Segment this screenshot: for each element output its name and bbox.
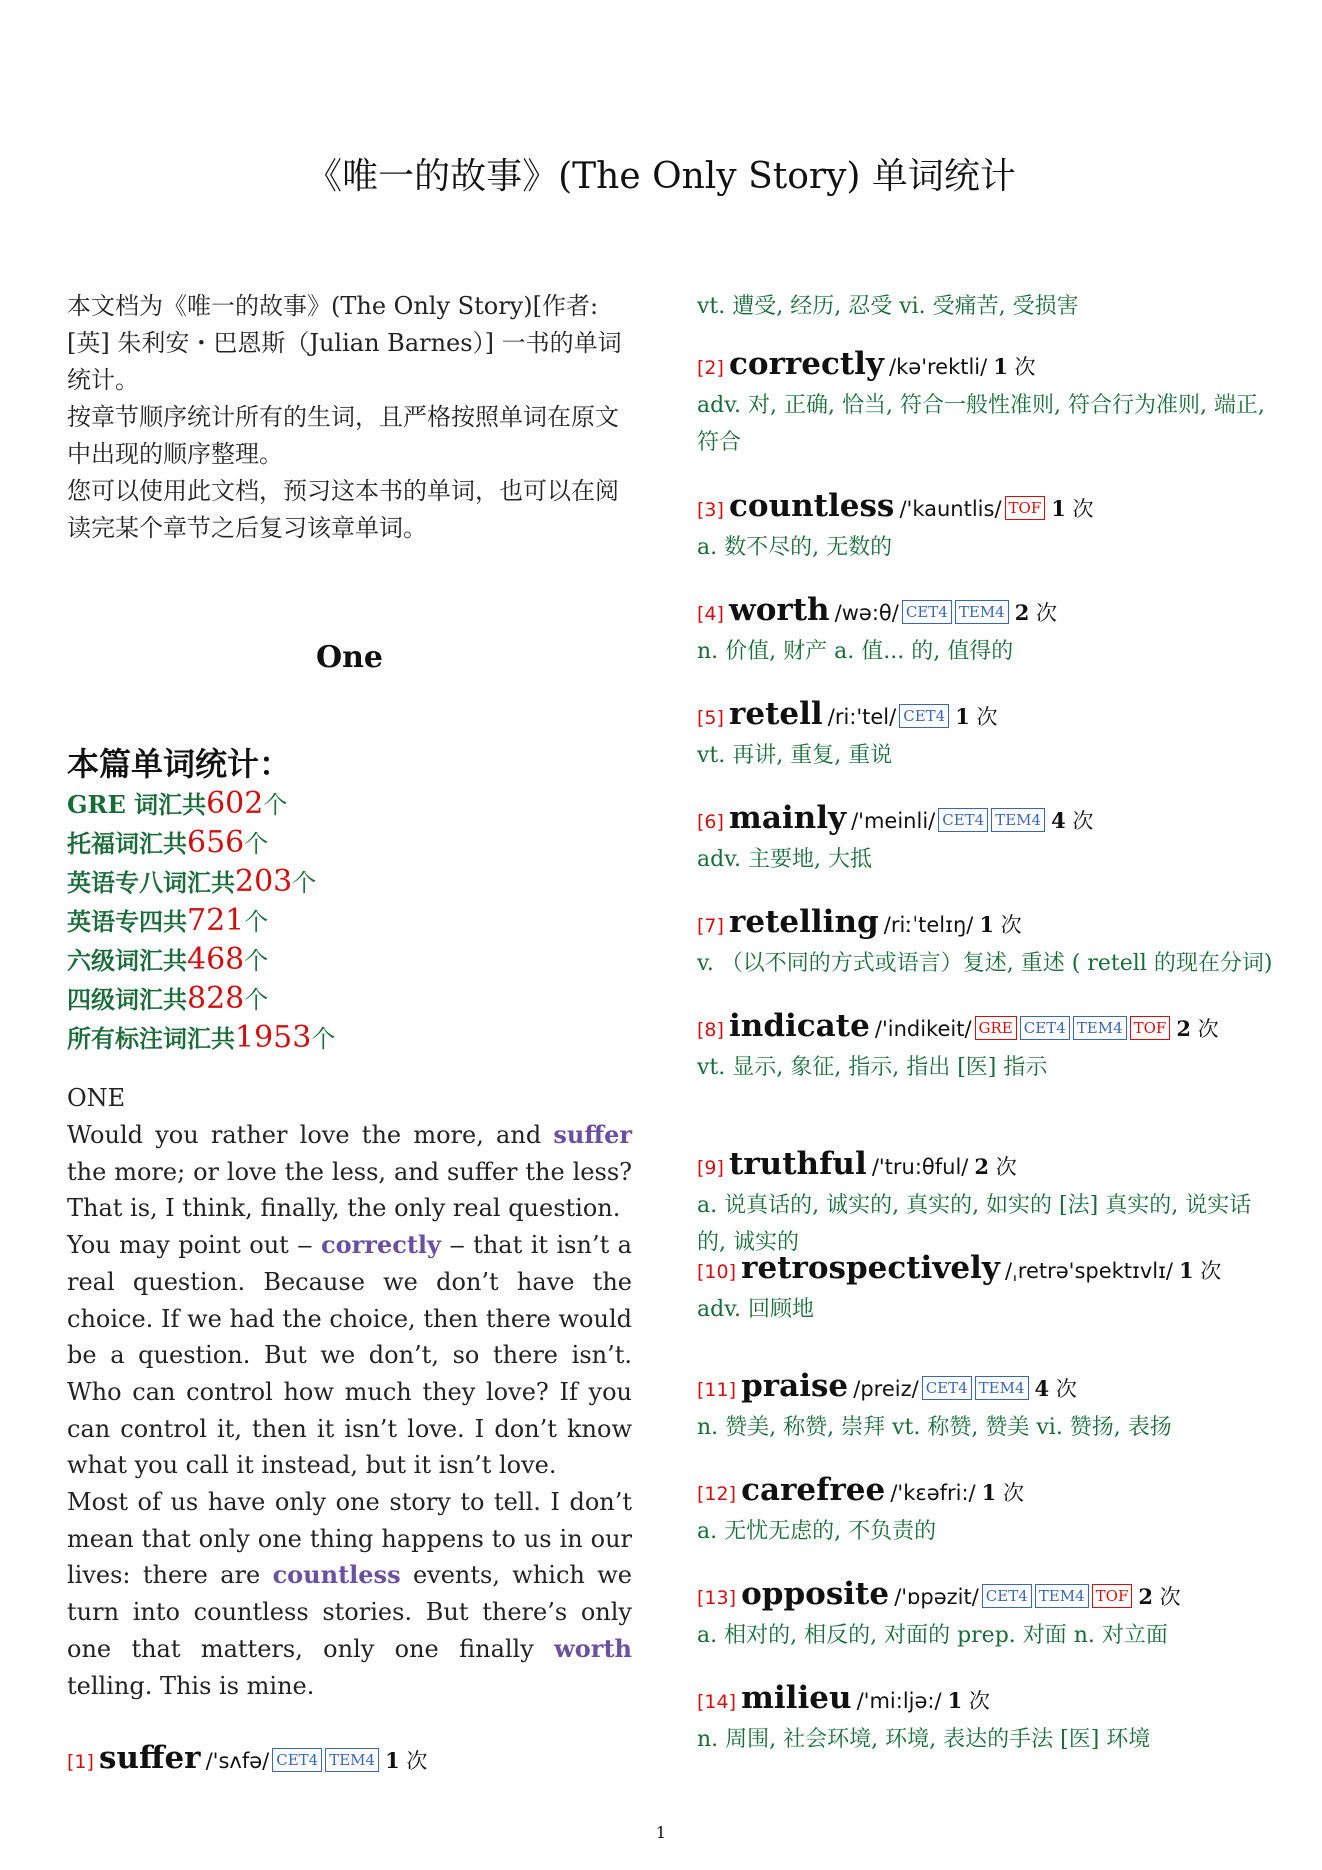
entry-word[interactable]: suffer [99, 1740, 201, 1776]
intro [67, 288, 632, 547]
entry-word[interactable]: opposite [741, 1576, 890, 1612]
entry-count: 1 次 [1051, 496, 1094, 521]
entry-phonetic: /'ɒpəzit/ [894, 1585, 979, 1609]
entry-index: [12] [697, 1483, 737, 1505]
entry-index: [11] [697, 1379, 737, 1401]
stats-unit: 个 [292, 869, 317, 897]
chapter-heading: One [315, 640, 384, 675]
story-paragraph: Most of us have only one story to tell. I don’t mean that only one thing happens to us in our lives: there are countless events, which we turn into countless stories. But there’s only one that matters, only one finally worth telling. This is mine. [67, 1488, 632, 1700]
entry-word[interactable]: retrospectively [741, 1250, 1000, 1286]
stats-unit: 个 [244, 986, 269, 1014]
stats-row [67, 785, 632, 824]
exam-tag: CET4 [982, 1584, 1032, 1608]
exam-tag: CET4 [1020, 1016, 1070, 1040]
entry-definition: v. （以不同的方式或语言）复述, 重述 ( retell 的现在分词) [697, 951, 1273, 976]
entry-index: [6] [697, 811, 724, 833]
entry-count: 1 次 [993, 354, 1036, 379]
entry-definition: a. 数不尽的, 无数的 [697, 535, 893, 560]
exam-tag: CET4 [938, 808, 988, 832]
entry-phonetic: /'kauntlis/ [899, 497, 1002, 521]
entry-word[interactable]: mainly [729, 800, 847, 836]
entry-count: 1 次 [1178, 1258, 1222, 1283]
entry-count: 1 次 [947, 1688, 990, 1713]
entry-count: 2 次 [1014, 600, 1057, 625]
entry-phonetic: /preiz/ [853, 1377, 919, 1401]
entry-word[interactable]: worth [729, 592, 830, 628]
entry-count: 2 次 [1138, 1584, 1181, 1609]
entry-index: [7] [697, 915, 724, 937]
exam-tag: TEM4 [991, 808, 1045, 832]
exam-tag: TOF [1005, 496, 1046, 520]
entry-word[interactable]: truthful [729, 1146, 867, 1182]
entry-definition: adv. 回顾地 [697, 1297, 815, 1322]
stats-row [67, 980, 632, 1019]
entry-count: 1 次 [385, 1748, 428, 1773]
stats-count: 203 [235, 864, 293, 899]
entry-index: [5] [697, 707, 724, 729]
entry-count: 2 次 [1176, 1016, 1219, 1041]
entry-definition: vt. 遭受, 经历, 忍受 vi. 受痛苦, 受损害 [697, 294, 1079, 319]
entry-phonetic: /'meinli/ [851, 809, 936, 833]
story-paragraph: You may point out ‒ correctly ‒ that it isn’t a real question. Because we don’t have the choice. If we had the choice, then there would be a question. But we don’t, so there isn’t. Who can control how much they love? If you can control it, then it isn’t love. I don’t know what you call it instead, but it isn’t love. [67, 1230, 632, 1480]
exam-tag: CET4 [272, 1748, 322, 1772]
stats-count: 656 [187, 825, 245, 860]
entry-phonetic: /'indikeit/ [874, 1017, 972, 1041]
entry-phonetic: /ri:'tel/ [827, 705, 897, 729]
exam-tag: CET4 [899, 704, 949, 728]
entry-count: 1 次 [979, 912, 1022, 937]
entry-index: [9] [697, 1157, 724, 1179]
entry-count: 4 次 [1051, 808, 1094, 833]
stats-label: 英语专八词汇共 [67, 868, 235, 897]
entry-definition: a. 说真话的, 诚实的, 真实的, 如实的 [法] 真实的, 说实话的, 诚实的 [697, 1193, 1252, 1255]
stats-count: 468 [187, 942, 245, 977]
intro-paragraph: 您可以使用此文档，预习这本书的单词，也可以在阅读完某个章节之后复习该章单词。 [67, 477, 619, 542]
exam-tag: TEM4 [955, 600, 1009, 624]
page-title: 《唯一的故事》(The Only Story) 单词统计 [306, 156, 1016, 197]
exam-tag: GRE [975, 1016, 1017, 1040]
stats-row [67, 863, 632, 902]
entry-definition: n. 价值, 财产 a. 值... 的, 值得的 [697, 639, 1014, 664]
stats-count: 721 [187, 903, 245, 938]
exam-tag: CET4 [922, 1376, 972, 1400]
entry-index: [13] [697, 1587, 737, 1609]
stats-count: 602 [206, 786, 264, 821]
entry-index: [14] [697, 1691, 737, 1713]
entry-definition: n. 周围, 社会环境, 环境, 表达的手法 [医] 环境 [697, 1727, 1151, 1752]
vocab-entry [697, 1472, 1024, 1550]
entry-definition: a. 无忧无虑的, 不负责的 [697, 1519, 937, 1544]
entry-phonetic: /'tru:θful/ [871, 1155, 969, 1179]
stats-unit: 个 [244, 830, 269, 858]
entry-word[interactable]: praise [741, 1368, 849, 1404]
entry-phonetic: /'sʌfə/ [205, 1749, 270, 1773]
entry-phonetic: /riːˈtelɪŋ/ [883, 913, 974, 937]
entry-definition: vt. 再讲, 重复, 重说 [697, 743, 893, 768]
entry-word[interactable]: retell [729, 696, 823, 732]
highlighted-word[interactable]: suffer [553, 1120, 632, 1149]
story-chapter-head: ONE [67, 1084, 126, 1112]
vocab-entry [697, 592, 1057, 670]
stats-row [67, 941, 632, 980]
stats-row [67, 824, 632, 863]
word-stats [67, 743, 632, 1058]
exam-tag: TEM4 [325, 1748, 379, 1772]
exam-tag: TOF [1130, 1016, 1171, 1040]
stats-label: 托福词汇共 [67, 829, 187, 858]
vocab-entry [697, 1146, 1277, 1261]
exam-tag: TEM4 [1035, 1584, 1089, 1608]
entry-count: 4 次 [1034, 1376, 1077, 1401]
vocab-entry [697, 1250, 1221, 1328]
highlighted-word[interactable]: correctly [321, 1230, 441, 1260]
stats-row [67, 902, 632, 941]
vocab-entry [697, 1576, 1181, 1654]
page-number: 1 [655, 1823, 667, 1842]
entry-phonetic: /wə:θ/ [834, 601, 899, 625]
entry-index: [10] [697, 1261, 737, 1283]
stats-unit: 个 [244, 947, 269, 975]
stats-unit: 个 [244, 908, 269, 936]
stats-unit: 个 [263, 791, 288, 819]
stats-label: 所有标注词汇共 [67, 1024, 235, 1053]
vocab-entry [697, 904, 1272, 982]
intro-paragraph: 本文档为《唯一的故事》(The Only Story)[作者:[英] 朱利安・巴恩斯（Julian Barnes）] 一书的单词统计。 [67, 292, 622, 394]
stats-label: 英语专四共 [67, 907, 187, 936]
entry-word[interactable]: indicate [729, 1008, 870, 1044]
entry-word[interactable]: retelling [729, 904, 879, 940]
entry-phonetic: /ˌretrə'spektɪvlɪ/ [1004, 1259, 1173, 1283]
exam-tag: TOF [1092, 1584, 1133, 1608]
intro-paragraph: 按章节顺序统计所有的生词，且严格按照单词在原文中出现的顺序整理。 [67, 403, 619, 468]
stats-label: GRE 词汇共 [67, 790, 207, 819]
exam-tag: TEM4 [1073, 1016, 1127, 1040]
stats-count: 828 [187, 981, 245, 1016]
vocab-entry [697, 1368, 1172, 1446]
entry-index: [3] [697, 499, 724, 521]
stats-row [67, 1019, 632, 1058]
story-text [67, 1080, 632, 1704]
entry-definition: vt. 显示, 象征, 指示, 指出 [医] 指示 [697, 1055, 1048, 1080]
entry-definition: a. 相对的, 相反的, 对面的 prep. 对面 n. 对立面 [697, 1623, 1168, 1648]
entry-word[interactable]: milieu [741, 1680, 852, 1716]
highlighted-word[interactable]: worth [554, 1633, 632, 1663]
entry-phonetic: /kə'rektli/ [889, 355, 988, 379]
story-paragraph: Would you rather love the more, and suffer the more; or love the less, and suffer the less? That is, I think, finally, the only real question. [67, 1120, 632, 1223]
stats-unit: 个 [311, 1025, 336, 1053]
stats-label: 四级词汇共 [67, 985, 187, 1014]
highlighted-word[interactable]: countless [272, 1560, 401, 1590]
entry-index: [4] [697, 603, 724, 625]
exam-tag: CET4 [902, 600, 952, 624]
entry-index: [8] [697, 1019, 724, 1041]
vocab-entry [697, 696, 998, 774]
exam-tag: TEM4 [975, 1376, 1029, 1400]
left-column [67, 288, 632, 1700]
vocab-entry [697, 488, 1094, 566]
entry-count: 1 次 [981, 1480, 1024, 1505]
entry-phonetic: /'mi:ljə:/ [856, 1689, 942, 1713]
vocab-entry [697, 346, 1277, 461]
entry-index: [2] [697, 357, 724, 379]
stats-title: 本篇单词统计： [67, 745, 292, 783]
entry-word[interactable]: countless [729, 488, 895, 524]
entry-phonetic: /'kɛəfri:/ [890, 1481, 976, 1505]
entry-word[interactable]: carefree [741, 1472, 886, 1508]
entry-count: 2 次 [974, 1154, 1017, 1179]
entry-index: [1] [67, 1751, 94, 1773]
stats-label: 六级词汇共 [67, 946, 187, 975]
vocab-entry [67, 1740, 427, 1781]
stats-count: 1953 [235, 1020, 312, 1055]
entry-definition: adv. 主要地, 大抵 [697, 847, 872, 872]
entry-definition: n. 赞美, 称赞, 崇拜 vt. 称赞, 赞美 vi. 赞扬, 表扬 [697, 1415, 1172, 1440]
vocab-entry [697, 1680, 1150, 1758]
vocab-entry [697, 800, 1093, 878]
entry-count: 1 次 [955, 704, 998, 729]
vocab-entry [697, 1008, 1219, 1086]
entry-definition: adv. 对, 正确, 恰当, 符合一般性准则, 符合行为准则, 端正, 符合 [697, 393, 1265, 455]
entry-word[interactable]: correctly [729, 346, 884, 382]
